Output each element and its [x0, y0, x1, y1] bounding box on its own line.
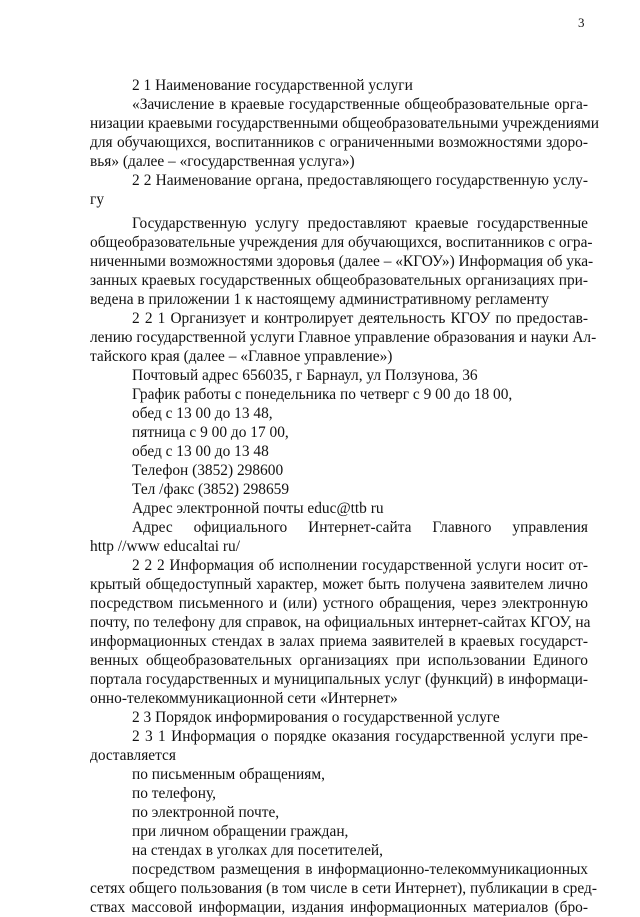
section-heading: 2 2 1 Организует и контролирует деятельность КГОУ по предостав-	[132, 310, 588, 327]
text-line: ведена в приложении 1 к настоящему административному регламенту	[90, 291, 549, 308]
text-line: ниченными возможностями здоровья (далее – «КГОУ») Информация об ука-	[90, 253, 594, 270]
list-item: посредством размещения в информационно-телекоммуникационных	[132, 861, 588, 878]
text-line: крытый общедоступный характер, может быть получена заявителем лично	[90, 576, 588, 593]
website-url: http //www educaltai ru/	[90, 538, 241, 555]
text-line: гу	[90, 191, 105, 208]
text-line: низации краевыми государственными общеобразовательными учреждениями	[90, 115, 600, 132]
fax-number: Тел /факс (3852) 298659	[132, 481, 290, 498]
text-line: посредством письменного и (или) устного обращения, через электронную	[90, 595, 588, 612]
text-line: сетях общего пользования (в том числе в сети Интернет), публикации в сред-	[90, 880, 597, 897]
phone-number: Телефон (3852) 298600	[132, 462, 284, 479]
text-line: занных краевых государственных общеобразовательных организациях при-	[90, 272, 588, 289]
section-heading: 2 2 2 Информация об исполнении государственной услуги носит от-	[132, 557, 588, 574]
list-item: на стендах в уголках для посетителей,	[132, 842, 383, 859]
text-line: ствах массовой информации, издания информационных материалов (бро-	[90, 899, 588, 916]
text-line: информационных стендах в залах приема заявителей в краевых государст-	[90, 633, 588, 650]
text-line: для обучающихся, воспитанников с ограниченными возможностями здоро-	[90, 134, 588, 151]
list-item: по письменным обращениям,	[132, 766, 325, 783]
text-line: пятница с 9 00 до 17 00,	[132, 424, 289, 441]
list-item: при личном обращении граждан,	[132, 823, 349, 840]
list-item: по телефону,	[132, 785, 216, 802]
text-line: обед с 13 00 до 13 48,	[132, 405, 273, 422]
list-item: по электронной почте,	[132, 804, 280, 821]
text-line: доставляется	[90, 747, 176, 764]
postal-address: Почтовый адрес 656035, г Барнаул, ул Ползунова, 36	[132, 367, 478, 384]
email-address: Адрес электронной почты educ@ttb ru	[132, 500, 384, 517]
text-line: тайского края (далее – «Главное управление»)	[90, 348, 393, 365]
section-heading: 2 3 1 Информация о порядке оказания государственной услуги пре-	[132, 728, 588, 745]
text-line: Государственную услугу предоставляют краевые государственные	[132, 215, 588, 232]
text-line: обед с 13 00 до 13 48	[132, 443, 269, 460]
text-line: лению государственной услуги Главное управление образования и науки Ал-	[90, 329, 597, 346]
text-line: общеобразовательные учреждения для обучающихся, воспитанников с огра-	[90, 234, 593, 251]
work-schedule: График работы с понедельника по четверг с 9 00 до 18 00,	[132, 386, 513, 403]
section-heading: 2 2 Наименование органа, предоставляющего государственную услу-	[132, 172, 588, 189]
section-heading: 2 1 Наименование государственной услуги	[132, 77, 413, 94]
text-line: венных общеобразовательных организациях при использовании Единого	[90, 652, 588, 669]
text-line: вья» (далее – «государственная услуга»)	[90, 153, 355, 170]
text-line: почту, по телефону для справок, на официальных интернет-сайтах КГОУ, на	[90, 614, 591, 631]
page-number: 3	[578, 15, 585, 30]
text-line: онно-телекоммуникационной сети «Интернет»	[90, 690, 398, 707]
text-line: «Зачисление в краевые государственные общеобразовательные орга-	[132, 96, 588, 113]
text-line: портала государственных и муниципальных услуг (функций) в информаци-	[90, 671, 588, 688]
section-heading: 2 3 Порядок информирования о государственной услуге	[132, 709, 500, 726]
website-label: Адрес официального Интернет-сайта Главного управления	[132, 519, 588, 536]
